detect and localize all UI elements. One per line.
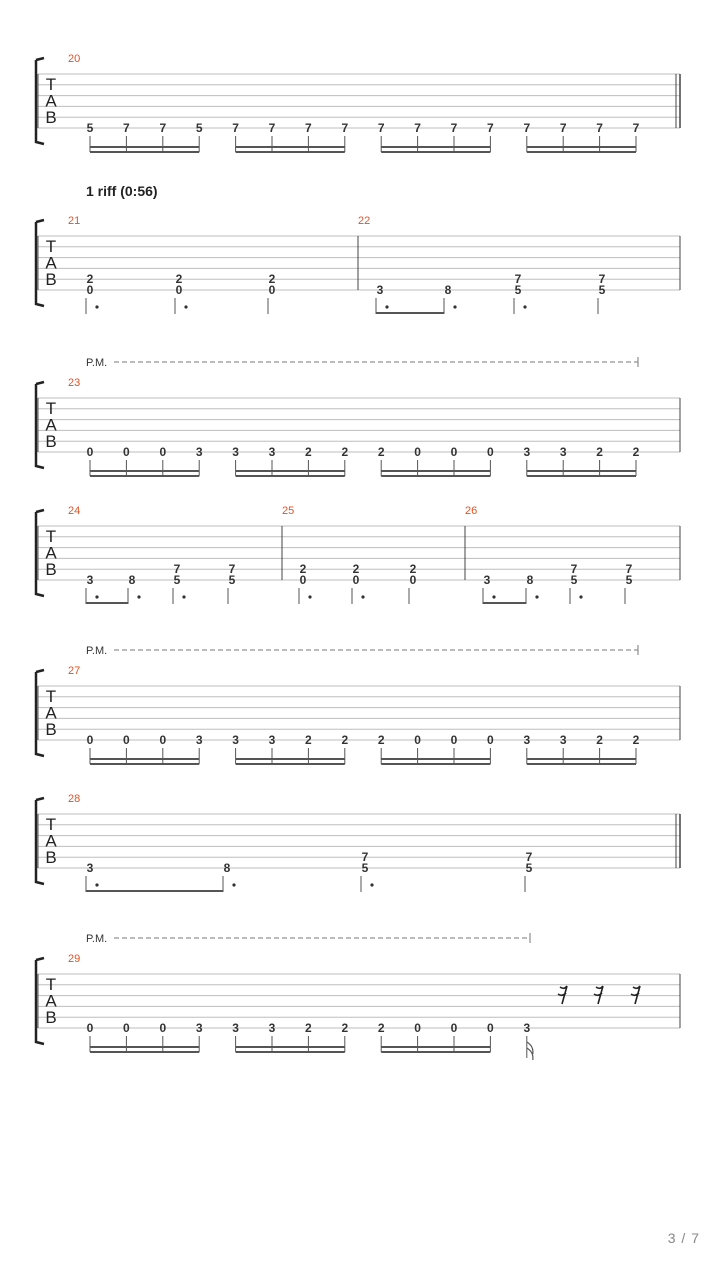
- tab-clef-letter: B: [45, 108, 57, 127]
- tab-clef-letter: A: [45, 253, 57, 273]
- fret-number: 2: [175, 272, 183, 287]
- palm-mute-label: P.M.: [86, 933, 108, 945]
- measure-number: 21: [68, 215, 81, 227]
- fret-number: 0: [268, 283, 276, 297]
- fret-number: 3: [195, 1021, 203, 1035]
- fret-number: 7: [232, 121, 239, 135]
- tab-clef-letter: B: [45, 848, 57, 867]
- fret-number: 8: [223, 861, 231, 875]
- tab-clef-letter: A: [45, 991, 57, 1011]
- fret-number: 7: [450, 121, 458, 135]
- rhythm-dot: [361, 595, 364, 598]
- fret-number: 8: [526, 573, 534, 587]
- fret-number: 3: [376, 283, 384, 297]
- rhythm-dot: [184, 305, 187, 308]
- tab-clef-letter: T: [45, 975, 57, 994]
- fret-number: 8: [128, 573, 136, 587]
- fret-number: 5: [228, 573, 236, 587]
- fret-number: 3: [86, 861, 94, 875]
- fret-number: 0: [487, 733, 494, 747]
- fret-number: 3: [268, 733, 276, 747]
- fret-number: 7: [377, 121, 385, 135]
- system-bracket: [36, 958, 44, 1044]
- fret-number: 7: [596, 121, 603, 135]
- measure-number: 27: [68, 665, 81, 677]
- fret-number: 7: [514, 272, 522, 287]
- fret-number: 0: [450, 1021, 458, 1035]
- rhythm-dot: [385, 305, 388, 308]
- fret-number: 2: [341, 1021, 349, 1035]
- fret-number: 5: [361, 861, 369, 875]
- rhythm-dot: [370, 883, 373, 886]
- fret-number: 0: [450, 733, 458, 747]
- tab-clef-letter: B: [45, 1008, 57, 1027]
- fret-number: 2: [352, 562, 360, 577]
- fret-number: 8: [444, 283, 452, 297]
- tab-clef-letter: A: [45, 543, 57, 563]
- fret-number: 0: [159, 733, 167, 747]
- measure-number: 29: [68, 953, 81, 965]
- fret-number: 0: [86, 445, 94, 459]
- palm-mute-label: P.M.: [86, 645, 108, 657]
- rhythm-dot: [492, 595, 495, 598]
- page-number: 3 / 7: [667, 1230, 700, 1246]
- system-bracket: [36, 382, 44, 468]
- rhythm-dot: [137, 595, 140, 598]
- note-flag: [527, 1042, 533, 1060]
- fret-number: 7: [632, 121, 640, 135]
- fret-number: 0: [352, 573, 360, 587]
- fret-number: 3: [195, 445, 203, 459]
- tab-clef-letter: B: [45, 560, 57, 579]
- system-bracket: [36, 58, 44, 144]
- fret-number: 5: [86, 121, 94, 135]
- fret-number: 5: [173, 573, 181, 587]
- fret-number: 7: [570, 562, 578, 577]
- fret-number: 2: [341, 445, 349, 459]
- fret-number: 7: [625, 562, 633, 577]
- palm-mute-label: P.M.: [86, 357, 108, 369]
- tab-clef-letter: A: [45, 91, 57, 111]
- measure-number: 26: [465, 505, 478, 517]
- fret-number: 2: [305, 1021, 312, 1035]
- fret-number: 2: [305, 733, 312, 747]
- fret-number: 0: [159, 1021, 167, 1035]
- fret-number: 0: [487, 445, 494, 459]
- fret-number: 7: [123, 121, 130, 135]
- fret-number: 7: [305, 121, 312, 135]
- system-bracket: [36, 670, 44, 756]
- system-bracket: [36, 798, 44, 884]
- fret-number: 2: [632, 445, 640, 459]
- fret-number: 2: [268, 272, 276, 287]
- fret-number: 7: [523, 121, 531, 135]
- fret-number: 0: [123, 733, 130, 747]
- rhythm-dot: [579, 595, 582, 598]
- rhythm-dot: [535, 595, 538, 598]
- fret-number: 5: [514, 283, 522, 297]
- fret-number: 3: [232, 1021, 239, 1035]
- sixteenth-rest: [558, 986, 567, 1004]
- tab-clef-letter: B: [45, 720, 57, 739]
- system-bracket: [36, 510, 44, 596]
- measure-number: 22: [358, 215, 371, 227]
- section-label: 1 riff (0:56): [86, 183, 158, 199]
- rhythm-dot: [95, 595, 98, 598]
- fret-number: 0: [409, 573, 417, 587]
- measure-number: 25: [282, 505, 295, 517]
- fret-number: 3: [483, 573, 491, 587]
- tab-clef-letter: T: [45, 815, 57, 834]
- fret-number: 2: [596, 445, 603, 459]
- fret-number: 2: [305, 445, 312, 459]
- fret-number: 2: [409, 562, 417, 577]
- fret-number: 0: [299, 573, 307, 587]
- fret-number: 3: [232, 733, 239, 747]
- fret-number: 0: [487, 1021, 494, 1035]
- fret-number: 0: [86, 1021, 94, 1035]
- fret-number: 2: [86, 272, 94, 287]
- fret-number: 0: [414, 733, 421, 747]
- fret-number: 2: [377, 733, 385, 747]
- rhythm-dot: [95, 305, 98, 308]
- tab-clef-letter: A: [45, 415, 57, 435]
- system-bracket: [36, 220, 44, 306]
- fret-number: 0: [86, 733, 94, 747]
- tab-clef-letter: B: [45, 270, 57, 289]
- tab-clef-letter: T: [45, 687, 57, 706]
- tab-clef-letter: B: [45, 432, 57, 451]
- fret-number: 0: [123, 445, 130, 459]
- fret-number: 5: [598, 283, 606, 297]
- tab-clef-letter: T: [45, 75, 57, 94]
- fret-number: 0: [159, 445, 167, 459]
- fret-number: 2: [377, 1021, 385, 1035]
- fret-number: 3: [195, 733, 203, 747]
- fret-number: 3: [268, 445, 276, 459]
- fret-number: 5: [625, 573, 633, 587]
- fret-number: 7: [228, 562, 236, 577]
- fret-number: 3: [268, 1021, 276, 1035]
- fret-number: 0: [414, 445, 421, 459]
- tab-clef-letter: A: [45, 703, 57, 723]
- measure-number: 28: [68, 793, 81, 805]
- fret-number: 5: [195, 121, 203, 135]
- fret-number: 7: [268, 121, 276, 135]
- fret-number: 0: [450, 445, 458, 459]
- fret-number: 3: [232, 445, 239, 459]
- fret-number: 7: [487, 121, 494, 135]
- measure-number: 20: [68, 53, 81, 65]
- fret-number: 7: [414, 121, 421, 135]
- tab-clef-letter: T: [45, 237, 57, 256]
- fret-number: 3: [559, 733, 567, 747]
- fret-number: 7: [598, 272, 606, 287]
- fret-number: 2: [377, 445, 385, 459]
- sixteenth-rest: [631, 986, 640, 1004]
- fret-number: 5: [525, 861, 533, 875]
- fret-number: 7: [159, 121, 167, 135]
- tab-clef-letter: T: [45, 527, 57, 546]
- fret-number: 0: [123, 1021, 130, 1035]
- fret-number: 7: [173, 562, 181, 577]
- fret-number: 7: [361, 850, 369, 865]
- fret-number: 3: [523, 733, 531, 747]
- fret-number: 2: [341, 733, 349, 747]
- fret-number: 0: [414, 1021, 421, 1035]
- rhythm-dot: [308, 595, 311, 598]
- rhythm-dot: [453, 305, 456, 308]
- rhythm-dot: [232, 883, 235, 886]
- measure-number: 23: [68, 377, 81, 389]
- fret-number: 3: [523, 1021, 531, 1035]
- fret-number: 0: [86, 283, 94, 297]
- sixteenth-rest: [594, 986, 603, 1004]
- rhythm-dot: [523, 305, 526, 308]
- tab-clef-letter: A: [45, 831, 57, 851]
- rhythm-dot: [182, 595, 185, 598]
- rhythm-dot: [95, 883, 98, 886]
- fret-number: 7: [341, 121, 349, 135]
- tab-clef-letter: T: [45, 399, 57, 418]
- fret-number: 2: [596, 733, 603, 747]
- fret-number: 0: [175, 283, 183, 297]
- fret-number: 3: [523, 445, 531, 459]
- fret-number: 5: [570, 573, 578, 587]
- fret-number: 2: [632, 733, 640, 747]
- measure-number: 24: [68, 505, 81, 517]
- fret-number: 3: [559, 445, 567, 459]
- fret-number: 7: [525, 850, 533, 865]
- fret-number: 7: [559, 121, 567, 135]
- fret-number: 3: [86, 573, 94, 587]
- fret-number: 2: [299, 562, 307, 577]
